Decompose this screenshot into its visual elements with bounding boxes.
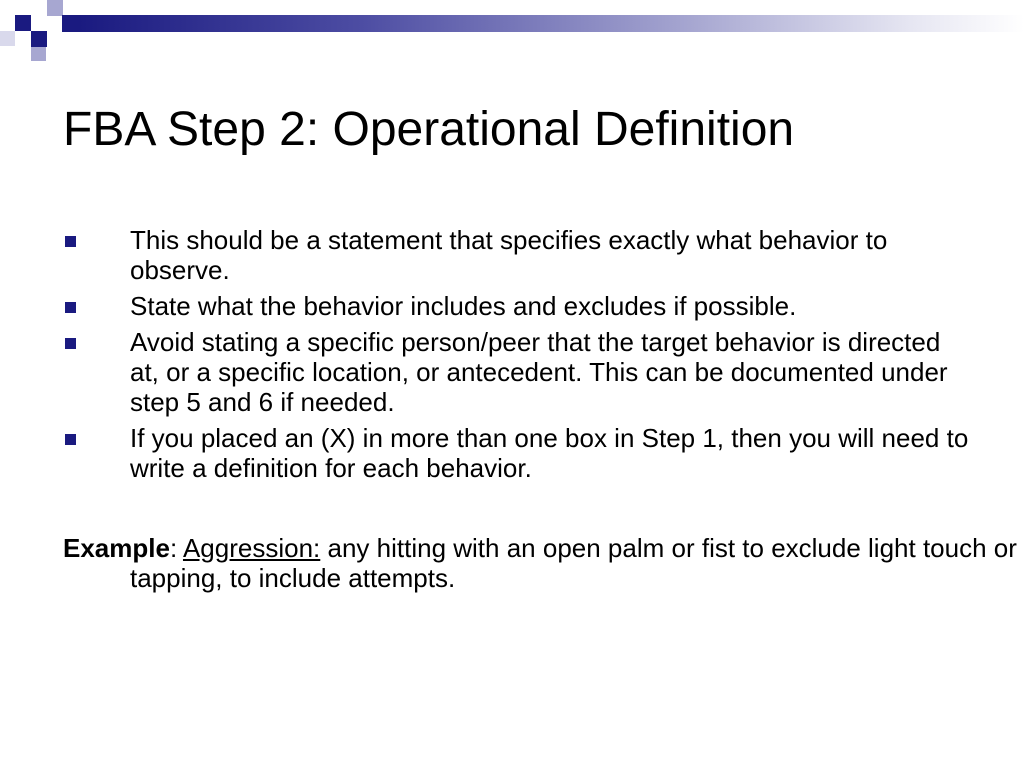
bullet-text: Avoid stating a specific person/peer that the target behavior is directed at, or a specific location, or antecedent. This can be documented under step 5 and 6 if needed.	[130, 327, 948, 417]
decor-square	[62, 15, 78, 32]
bullet-text: State what the behavior includes and excludes if possible.	[130, 291, 797, 321]
decor-square	[31, 47, 46, 61]
bullet-list	[63, 225, 973, 489]
square-bullet-icon	[65, 338, 76, 349]
header-gradient-bar	[78, 15, 1024, 32]
bullet-text: This should be a statement that specifies exactly what behavior to observe.	[130, 225, 888, 285]
example-text: any hitting with an open palm or fist to exclude light touch or tapping, to include attempts.	[130, 533, 1017, 593]
square-bullet-icon	[65, 434, 76, 445]
bullet-item	[63, 327, 973, 417]
slide-title: FBA Step 2: Operational Definition	[63, 103, 795, 156]
bullet-item	[63, 225, 973, 285]
decor-square	[47, 0, 63, 16]
decor-square	[15, 15, 31, 31]
example-label: Example	[63, 533, 170, 563]
example-term: Aggression:	[182, 533, 321, 563]
decor-square	[31, 31, 47, 47]
bullet-text: If you placed an (X) in more than one box in Step 1, then you will need to write a definition for each behavior.	[130, 423, 969, 483]
square-bullet-icon	[65, 302, 76, 313]
bullet-item	[63, 291, 973, 321]
example-separator: :	[169, 533, 183, 563]
square-bullet-icon	[65, 236, 76, 247]
header-decoration	[0, 0, 1024, 62]
decor-square	[0, 31, 15, 46]
bullet-item	[63, 423, 973, 483]
example-paragraph	[63, 533, 1024, 593]
